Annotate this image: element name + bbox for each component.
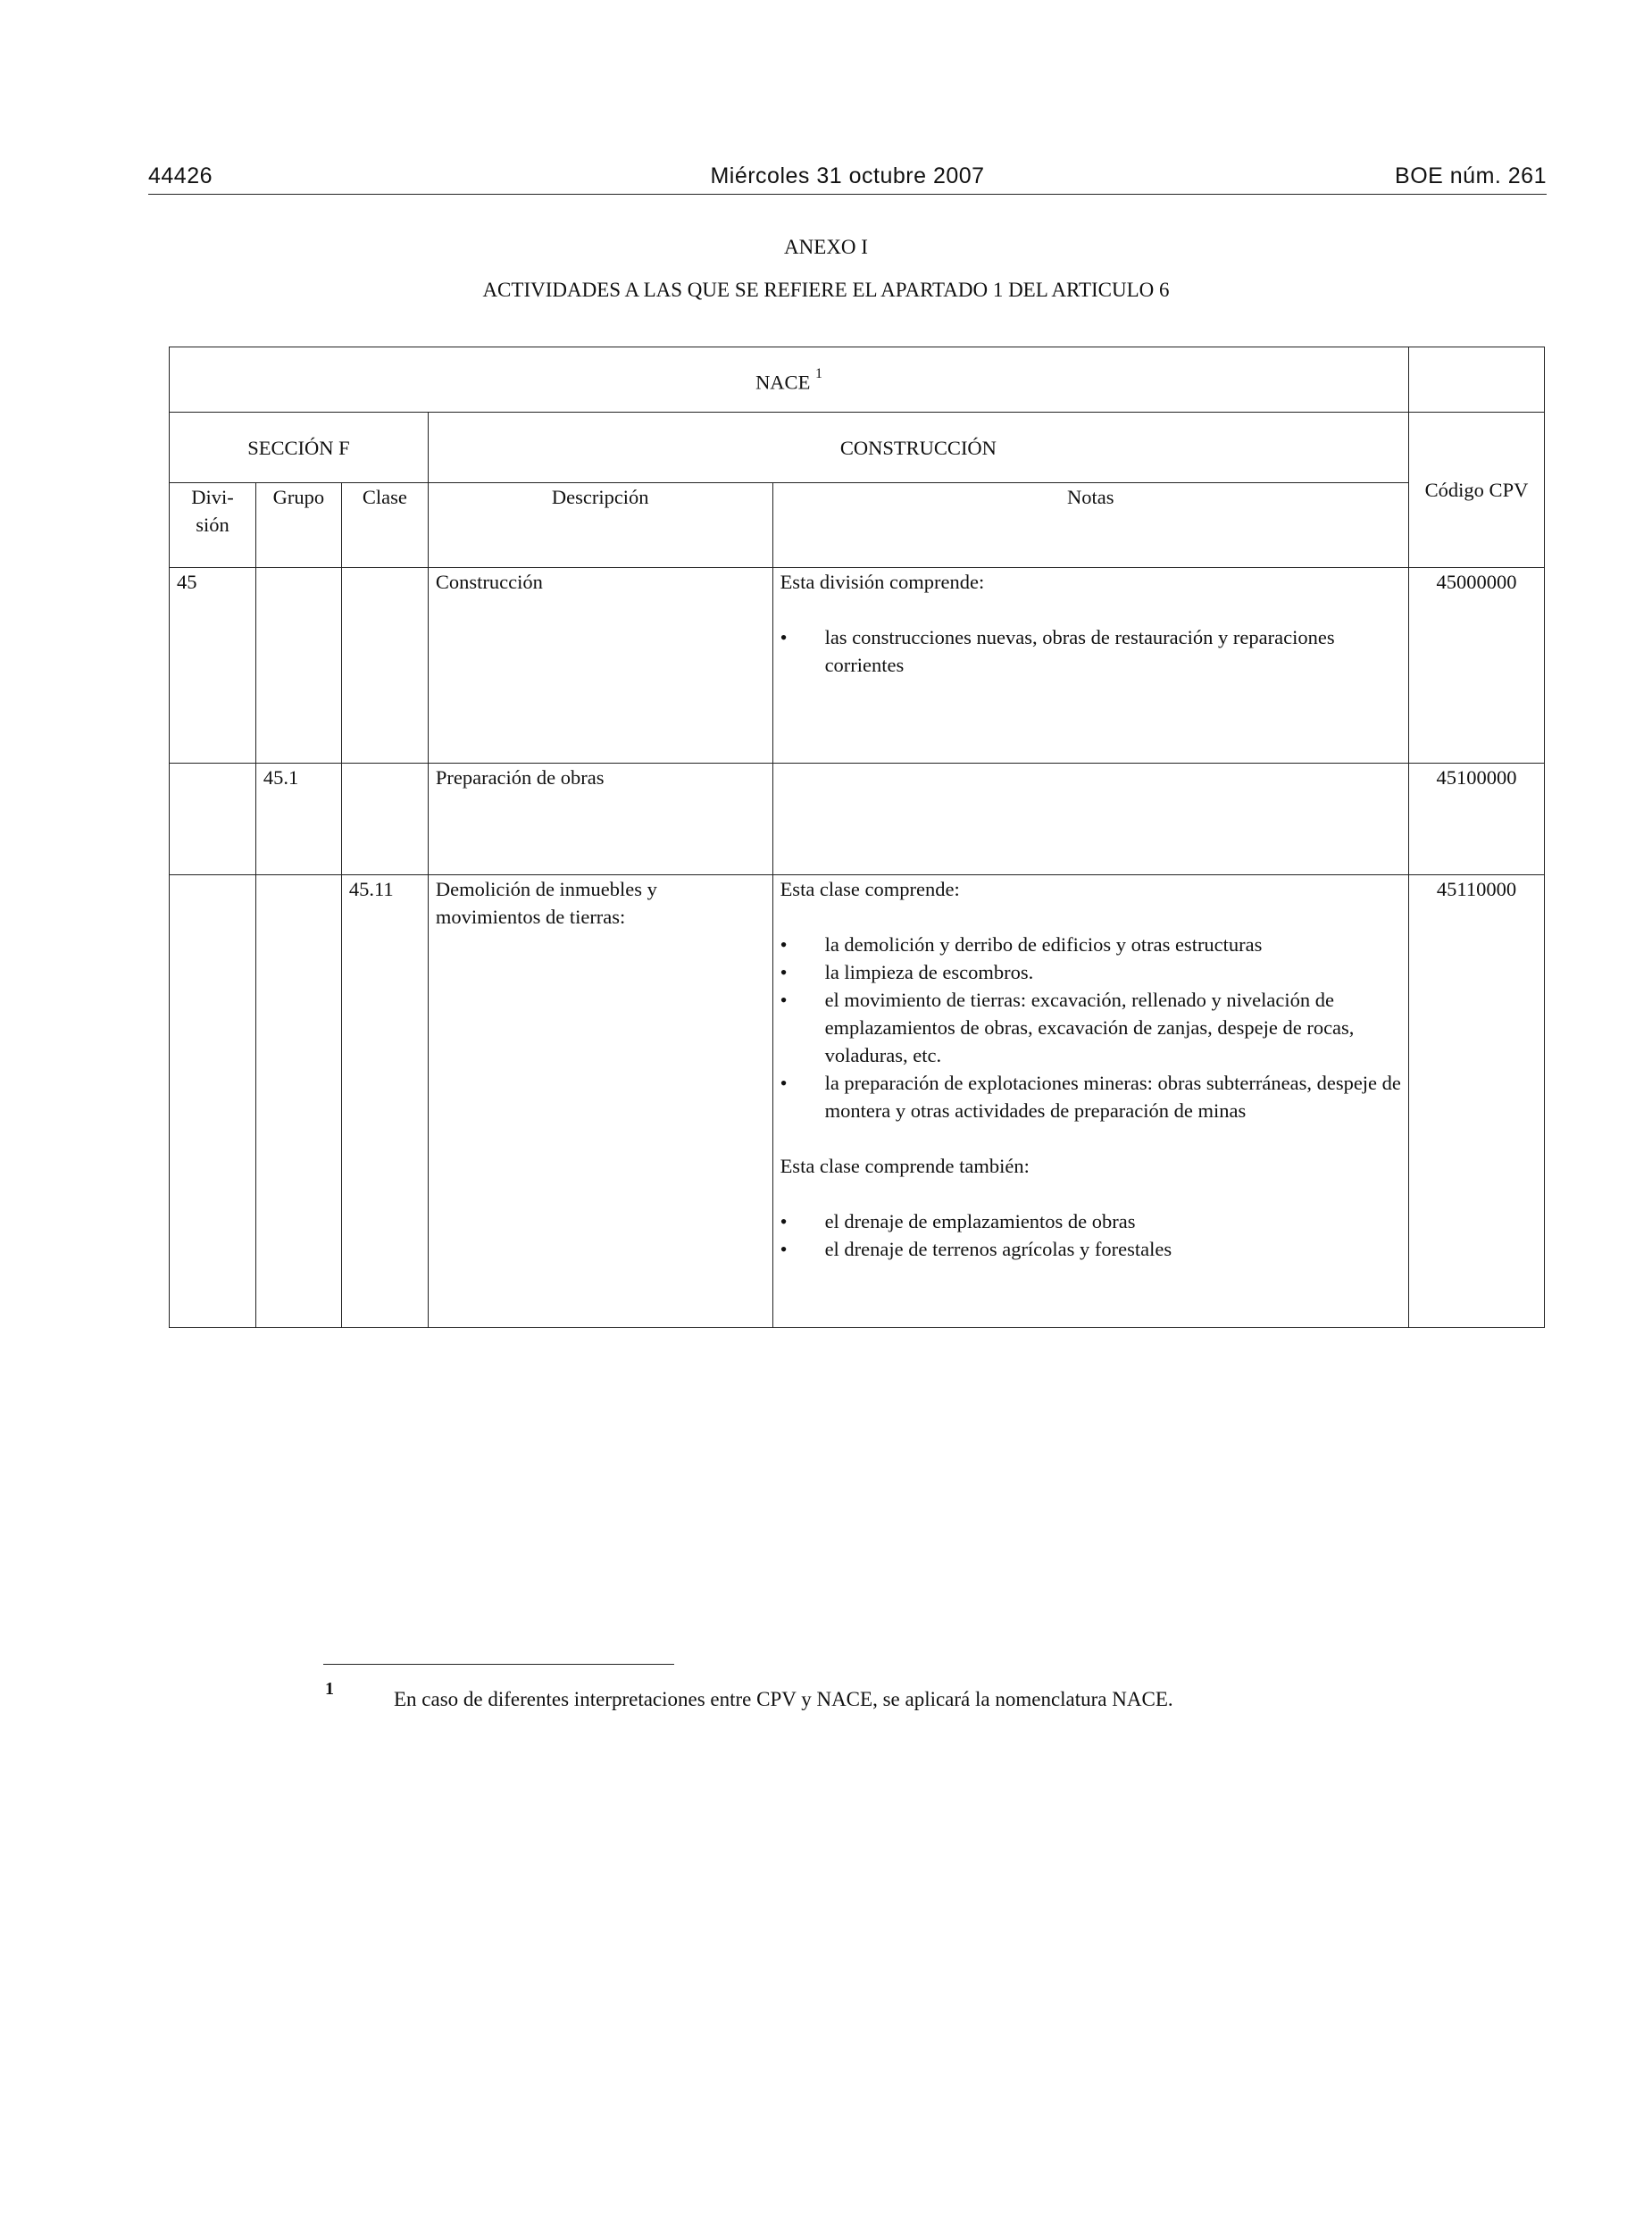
list-item: • la limpieza de escombros. [780, 958, 1401, 986]
table-row [170, 875, 1545, 1328]
list-item: • el drenaje de emplazamientos de obras [780, 1207, 1401, 1235]
cell-cpv: 45110000 [1409, 875, 1545, 1328]
cell-clase [341, 568, 428, 764]
cell-grupo [255, 875, 341, 1328]
cell-notas [772, 764, 1408, 875]
footnote-mark: 1 [325, 1679, 334, 1699]
cell-cpv: 45100000 [1409, 764, 1545, 875]
col-header-division: Divi-sión [170, 483, 256, 568]
cpv-header: Código CPV [1409, 413, 1545, 568]
cell-notas [772, 568, 1408, 764]
list-item: • las construcciones nuevas, obras de restauración y reparaciones corrientes [780, 623, 1401, 679]
nace-label: NACE [755, 371, 811, 394]
annex-title: ANEXO I [784, 236, 868, 258]
footnote-separator [323, 1664, 674, 1665]
cell-descripcion: Construcción [428, 568, 772, 764]
notas-intro-also: Esta clase comprende también: [780, 1155, 1030, 1177]
nace-header-row [170, 347, 1545, 413]
footnote-ref: 1 [814, 365, 822, 381]
col-header-descripcion: Descripción [428, 483, 772, 568]
cell-descripcion: Demolición de inmuebles y movimientos de tierras: [428, 875, 772, 1328]
col-header-clase: Clase [341, 483, 428, 568]
footnote-text: En caso de diferentes interpretaciones entre CPV y NACE, se aplicará la nomenclatura NACE. [394, 1688, 1173, 1710]
list-item: • la preparación de explotaciones mineras: obras subterráneas, despeje de montera y otras actividades de preparación de minas [780, 1069, 1401, 1124]
list-item: • el drenaje de terrenos agrícolas y forestales [780, 1235, 1401, 1263]
section-row [170, 413, 1545, 483]
publication-date: Miércoles 31 octubre 2007 [710, 163, 985, 188]
list-item: • la demolición y derribo de edificios y otras estructuras [780, 931, 1401, 958]
cell-grupo: 45.1 [255, 764, 341, 875]
notas-list [780, 623, 1401, 679]
cell-division [170, 764, 256, 875]
section-title: CONSTRUCCIÓN [428, 413, 1408, 483]
col-header-grupo: Grupo [255, 483, 341, 568]
nace-blank-cell [1409, 347, 1545, 413]
cell-grupo [255, 568, 341, 764]
notas-intro: Esta clase comprende: [780, 878, 960, 900]
cell-clase: 45.11 [341, 875, 428, 1328]
journal-issue: BOE núm. 261 [1395, 163, 1547, 188]
notas-list-also [780, 1207, 1401, 1263]
table-row [170, 764, 1545, 875]
nace-heading [170, 347, 1409, 413]
page-header [148, 163, 1547, 195]
cell-division: 45 [170, 568, 256, 764]
cell-clase [341, 764, 428, 875]
cell-cpv: 45000000 [1409, 568, 1545, 764]
nace-table [169, 347, 1545, 1328]
col-header-notas: Notas [772, 483, 1408, 568]
page-number: 44426 [148, 163, 213, 188]
section-label: SECCIÓN F [170, 413, 429, 483]
column-header-row [170, 483, 1545, 568]
notas-list [780, 931, 1401, 1124]
cell-notas [772, 875, 1408, 1328]
cell-division [170, 875, 256, 1328]
cell-descripcion: Preparación de obras [428, 764, 772, 875]
list-item: • el movimiento de tierras: excavación, rellenado y nivelación de emplazamientos de obras, excavación de zanjas, despeje de rocas, voladuras, etc. [780, 986, 1401, 1069]
annex-subtitle: ACTIVIDADES A LAS QUE SE REFIERE EL APARTADO 1 DEL ARTICULO 6 [482, 279, 1170, 301]
notas-intro: Esta división comprende: [780, 571, 985, 593]
table-row [170, 568, 1545, 764]
